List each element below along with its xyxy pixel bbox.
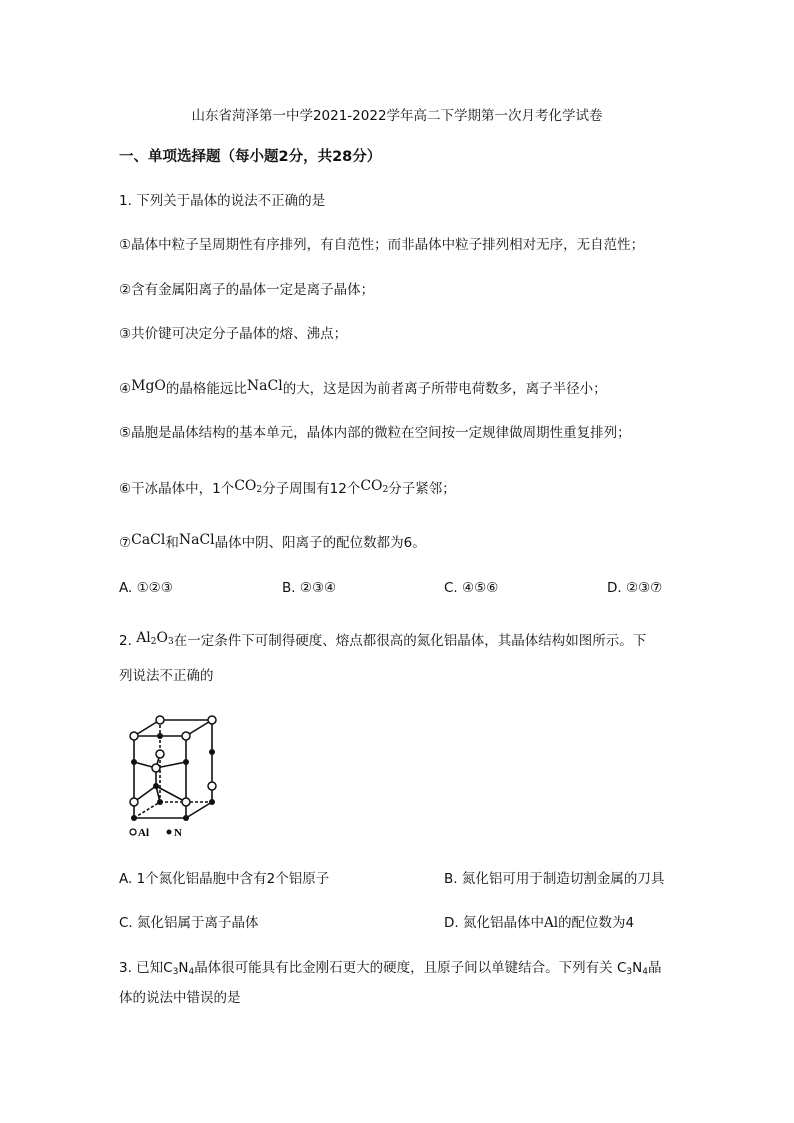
formula-co2-b-sub: 2 [382, 485, 389, 495]
q1-s4-prefix: ④ [119, 381, 132, 397]
q3-mid: 晶体很可能具有比金刚石更大的硬度，且原子间以单键结合。下列有关 [194, 960, 613, 976]
q1-s4-post: 的大，这是因为前者离子所带电荷数多，离子半径小； [282, 381, 607, 397]
al2o3-sub1: 2 [150, 637, 157, 647]
q3-stem-line1 [119, 959, 662, 981]
q2-stem-line1 [119, 629, 646, 651]
q1-s6-mid: 分子周围有12个 [262, 481, 361, 497]
c3n4-n: N [178, 960, 189, 976]
q2-option-b: B. 氮化铝可用于制造切割金属的刀具 [444, 871, 665, 887]
q1-s6-post: 分子紧邻； [388, 481, 456, 497]
q2-option-d [444, 914, 634, 932]
c3n4-c-sub: 3 [172, 967, 179, 977]
c3n4-2-n: N [632, 960, 643, 976]
q1-s7-prefix: ⑦ [119, 535, 132, 551]
q3-stem-line2: 体的说法中错误的是 [119, 990, 241, 1006]
q1-option-d: D. ②③⑦ [607, 580, 663, 596]
q1-statement-7 [119, 531, 426, 552]
q3-tail: 晶 [648, 960, 662, 976]
formula-c3n4 [163, 960, 194, 976]
legend-al-label: Al [138, 827, 149, 839]
legend-al-icon [130, 829, 136, 835]
formula-co2-b [360, 478, 388, 494]
formula-co2-a [234, 478, 262, 494]
c3n4-c: C [163, 960, 173, 976]
c3n4-2-c: C [616, 960, 627, 976]
c3n4-2-n-sub: 4 [642, 967, 648, 977]
q1-option-b: B. ②③④ [282, 580, 337, 596]
formula-nacl: NaCl [246, 378, 283, 394]
formula-al2o3 [136, 630, 174, 646]
q1-s6-prefix: ⑥干冰晶体中，1个 [119, 481, 235, 497]
q1-option-c: C. ④⑤⑥ [444, 580, 499, 596]
al2o3-sub2: 3 [168, 637, 174, 647]
aln-crystal-structure-figure [124, 712, 234, 842]
q1-option-a: A. ①②③ [119, 580, 173, 596]
q1-statement-5: ⑤晶胞是晶体结构的基本单元，晶体内部的微粒在空间按一定规律做周期性重复排列； [119, 425, 631, 441]
c3n4-2-c-sub: 3 [626, 967, 633, 977]
q2-number: 2. [119, 633, 132, 649]
q2-option-d-pre: D. 氮化铝晶体中 [444, 915, 544, 931]
legend-n-icon [167, 830, 172, 835]
q1-s4-mid: 的晶格能远比 [165, 381, 247, 397]
q2-option-d-formula: Al [543, 915, 559, 931]
prism-edges [134, 720, 212, 818]
q2-stem-rest: 在一定条件下可制得硬度、熔点都很高的氮化铝晶体，其晶体结构如图所示。下 [173, 633, 647, 649]
formula-nacl-2: NaCl [178, 532, 215, 548]
formula-co2-a-sub: 2 [256, 485, 263, 495]
formula-mgo: MgO [131, 378, 166, 394]
formula-co2-b-base: CO [360, 478, 383, 494]
q1-statement-6 [119, 477, 456, 499]
q2-option-a: A. 1个氮化铝晶胞中含有2个铝原子 [119, 871, 330, 887]
q1-s7-mid: 和 [165, 535, 179, 551]
al2o3-al: Al [136, 630, 151, 646]
page-title: 山东省菏泽第一中学2021-2022学年高二下学期第一次月考化学试卷 [191, 108, 603, 124]
c3n4-n-sub: 4 [188, 967, 195, 977]
aln-structure-svg [124, 712, 234, 842]
q2-option-d-post: 的配位数为4 [558, 915, 635, 931]
q1-statement-4 [119, 377, 607, 398]
formula-co2-a-base: CO [234, 478, 257, 494]
q1-statement-1: ①晶体中粒子呈周期性有序排列，有自范性；而非晶体中粒子排列相对无序，无自范性； [119, 237, 645, 253]
q2-option-c: C. 氮化铝属于离子晶体 [119, 915, 259, 931]
q1-statement-2: ②含有金属阳离子的晶体一定是离子晶体； [119, 282, 375, 298]
al2o3-o: O [156, 630, 168, 646]
legend-n-label: N [174, 827, 182, 839]
q3-prefix: 3. 已知 [119, 960, 164, 976]
q1-stem: 1. 下列关于晶体的说法不正确的是 [119, 193, 326, 209]
section-heading: 一、单项选择题（每小题2分，共28分） [119, 149, 382, 165]
q1-statement-3: ③共价键可决定分子晶体的熔、沸点； [119, 326, 348, 342]
formula-cacl: CaCl [131, 532, 166, 548]
q1-s7-post: 晶体中阴、阳离子的配位数都为6。 [214, 535, 426, 551]
q2-stem-line2: 列说法不正确的 [119, 668, 214, 684]
al-atoms [130, 716, 216, 806]
formula-c3n4-2 [617, 960, 648, 976]
